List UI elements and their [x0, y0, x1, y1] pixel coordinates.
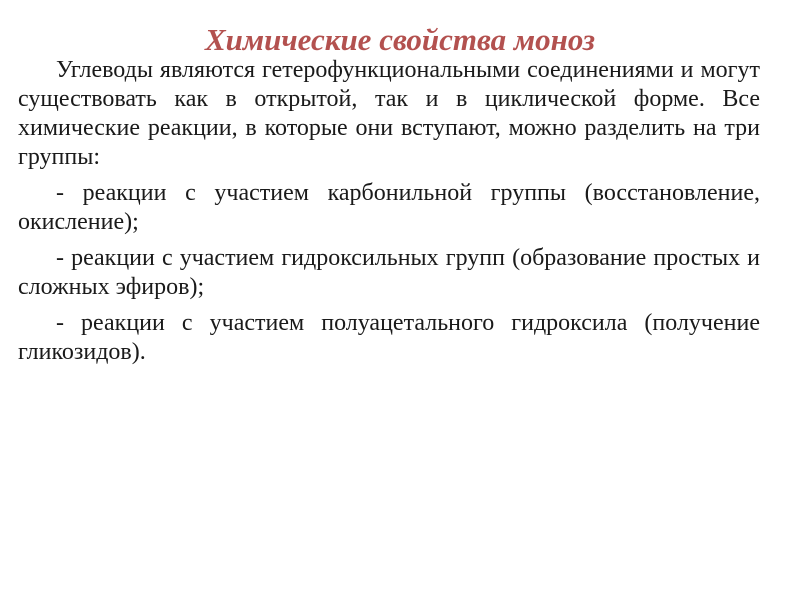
list-item-carbonyl-reactions: - реакции с участием карбонильной группы (восстановление, окисление); — [18, 180, 760, 235]
slide-body — [18, 56, 760, 374]
intro-paragraph: Углеводы являются гетерофункциональными соединениями и могут существовать как в открытой, так и в циклической форме. Все химические реакции, в которые они вступают, можно разделить на три группы: — [18, 57, 760, 170]
list-item-hemiacetal-reactions: - реакции с участием полуацетального гидроксила (получение гликозидов). — [18, 310, 760, 365]
slide-title: Химические свойства моноз — [204, 22, 596, 57]
list-item-hydroxyl-reactions: - реакции с участием гидроксильных групп (образование простых и сложных эфиров); — [18, 245, 760, 300]
